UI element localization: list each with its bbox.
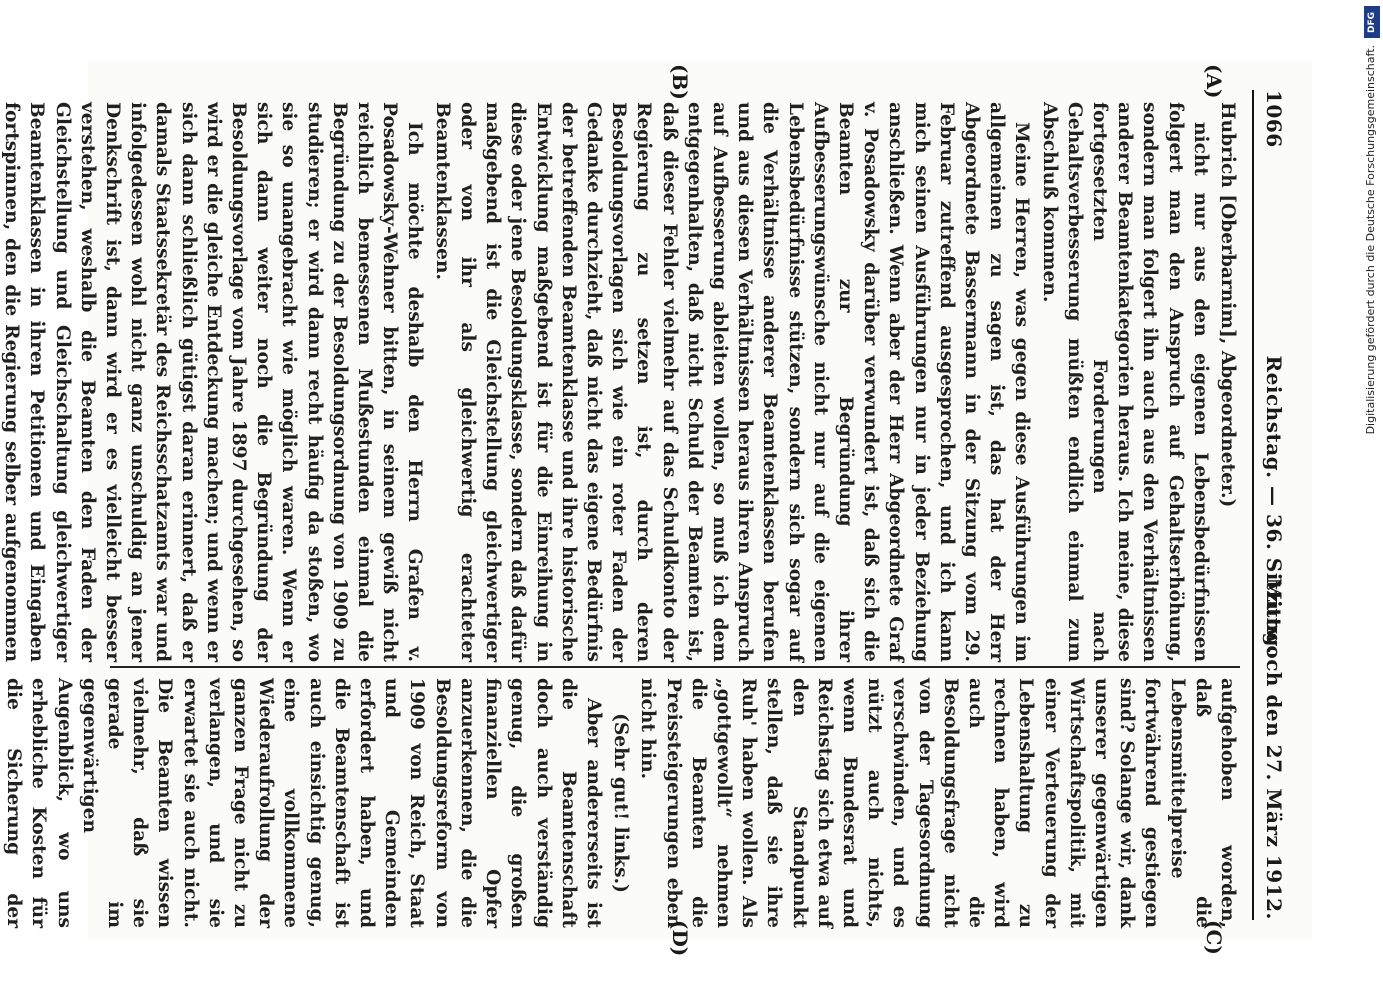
- interjection: (Sehr gut! links.): [610, 713, 632, 893]
- page-header: [1252, 90, 1292, 920]
- margin-marker-d: (D): [668, 920, 692, 957]
- session-title: Reichstag. — 36. Sitzung.: [1262, 355, 1286, 655]
- margin-marker-c: (C): [1202, 920, 1226, 955]
- document-page: [1, 60, 1312, 957]
- paragraph: Ich möchte deshalb den Herrn Grafen v. Posadowsky-Wehner bitten, in seinem gewiß nicht reichlich bemessenen Mußestunden einmal die Begründung zu der Besoldungsordnung von 1909 zu studieren; er wird dann recht häufig da stoßen, wo sie so unangebracht wie möglich waren. Wenn er sich dann weiter noch die Begründung der Besoldungsvorlage vom Jahre 1897 durchgesehen, so wird er die gleiche Entdeckung machen; und wenn er sich dann schließlich gütigst daran erinnert, daß er damals Staatssekretär des Reichsschatzamts war und infolgedessen wohl nicht ganz unschuldig an jener Denkschrift ist, dann wird er es vielleicht besser verstehen, weshalb die Beamten den Faden der Gleichstellung und Gleichschaltung gleichwertiger Beamtenklassen in ihren Petitionen und Eingaben fortspinnen, den die Regierung selber aufgenommen: [1, 102, 426, 662]
- speaker-line: Hubrich [Oberbarnim], Abgeordneter.): [1217, 102, 1238, 508]
- margin-marker-a: (A): [1202, 64, 1226, 99]
- column-divider: [110, 666, 1240, 668]
- paragraph: aufgehoben worden, daß die Lebensmittelpreise fortwährend gestiegen sind? Solange wir, dank unserer gegenwärtigen Wirtschaftspolitik, mit einer Verteuerung der Lebenshaltung zu rechnen haben, wird auch die Besoldungsfrage nicht von der Tagesordnung verschwinden, und es nützt auch nichts, wenn Bundesrat und Reichstag sich etwa auf den Standpunkt stellen, daß sie ihre Ruh' haben wollen. Als „gottgewollt“ nehmen die Beamten die Preissteigerungen eben nicht hin.: [637, 678, 1238, 928]
- paragraph: Meine Herren, was gegen diese Ausführungen im allgemeinen zu sagen ist, das hat der Herr Abgeordnete Bassermann in der Sitzung vom 29. Februar zutreffend ausgesprochen, und ich kann mich seinen Ausführungen nur in jeder Beziehung anschließen. Wenn aber der Herr Abgeordnete Graf v. Posadowsky darüber verwundert ist, daß sich die Beamten zur Begründung ihrer Aufbesserungswünsche nicht nur auf die eigenen Lebensbedürfnisse stützen, sondern sich sogar auf die Verhältnisse anderer Beamtenklassen berufen und aus diesen Verhältnissen heraus ihren Anspruch auf Aufbesserung ableiten wollen, so muß ich dem entgegenhalten, daß nicht Schuld der Beamten ist, daß dieser Fehler vielmehr auf das Schuldkonto der Regierung zu setzen ist, durch deren Besoldungsvorlagen sich wie ein roter Faden der Gedanke durchzieht, daß nicht das eigene Bedürfnis der betreffenden Beamtenklasse und ihre historische Entwicklung maßgebend ist für die Einreihung in diese oder jene Besoldungsklasse, sondern daß dafür maßgebend ist die Gleichstellung gleichwertiger oder von ihr als gleichwertig erachteter Beamtenklassen.: [431, 102, 1033, 662]
- margin-marker-b: (B): [668, 64, 692, 100]
- digitization-note: Digitalisierung gefördert durch die Deutsche Forschungsgemeinschaft.: [1364, 45, 1377, 435]
- session-date: Mittwoch den 27. März 1912.: [1262, 577, 1286, 920]
- page-number: 1066: [1262, 90, 1286, 148]
- paragraph: nicht nur aus den eigenen Lebensbedürfnissen folgert man den Anspruch auf Gehaltserhöhung, sondern man folgert ihn auch aus den Verhältnissen anderer Beamtenkategorien heraus. Ich meine, diese fortgesetzten Forderungen nach Gehaltsverbesserung müßten endlich einmal zum Abschluß kommen.: [1038, 102, 1211, 662]
- right-column: [3, 678, 1240, 928]
- left-column: [1, 102, 1240, 662]
- dfg-logo: DFG: [1364, 6, 1380, 38]
- paragraph: Aber andererseits ist die Beamtenschaft doch auch verständig genug, die großen finanziellen Opfer anzuerkennen, die die Besoldungsreform von 1909 von Reich, Staat und Gemeinden erfordert haben, und die Beamtenschaft ist auch einsichtig genug, eine vollkommene Wiederaufrollung der ganzen Frage nicht zu verlangen, und sie erwartet sie auch nicht. Die Beamten wissen vielmehr, daß sie gerade im gegenwärtigen Augenblick, wo uns erhebliche Kosten für die Sicherung der: [3, 678, 604, 928]
